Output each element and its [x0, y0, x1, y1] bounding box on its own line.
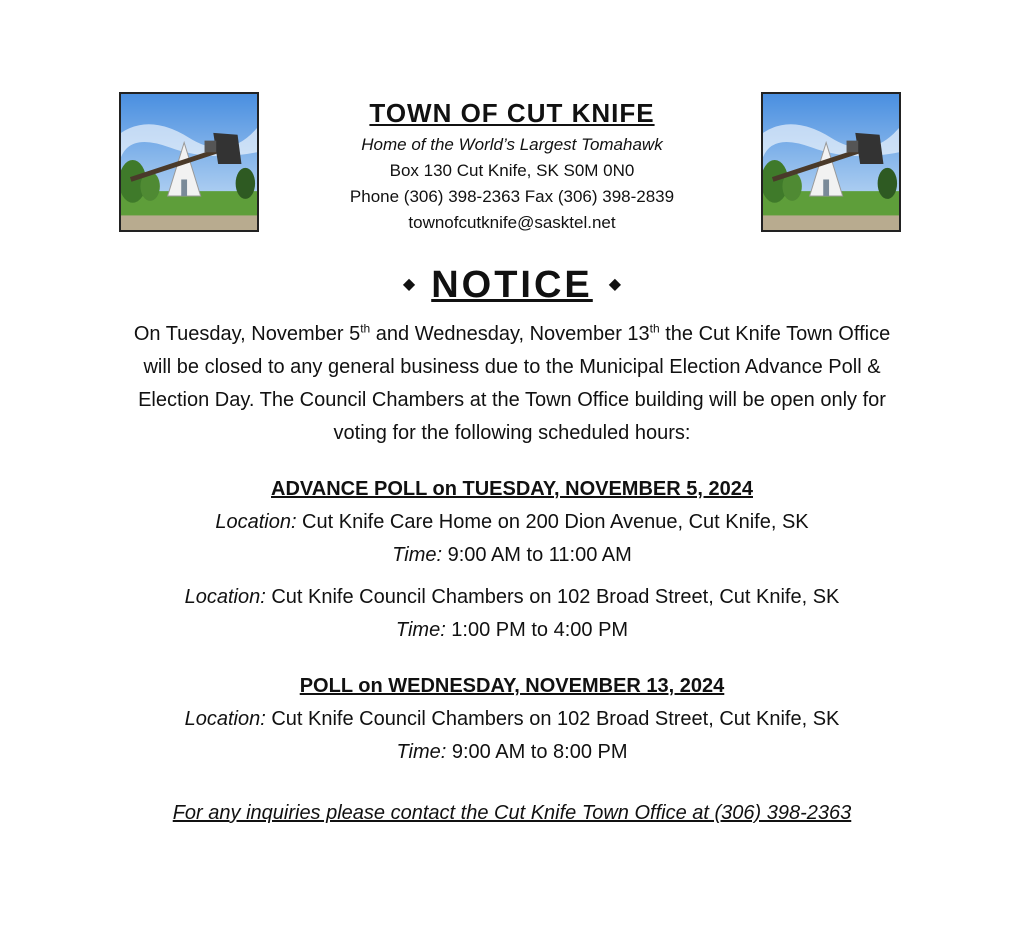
- diamond-icon: ◆: [402, 276, 416, 293]
- location-label: Location:: [184, 708, 266, 730]
- time-label: Time:: [392, 544, 443, 566]
- poll-heading: POLL on WEDNESDAY, NOVEMBER 13, 2024: [299, 675, 725, 697]
- time-value: 1:00 PM to 4:00 PM: [445, 619, 629, 641]
- town-address: Box 130 Cut Knife, SK S0M 0N0: [389, 161, 635, 180]
- notice-text-part: On Tuesday, November 5: [133, 323, 361, 345]
- tomahawk-photo-left: [119, 92, 259, 232]
- advance-poll-location-1: [60, 506, 964, 539]
- town-tagline: Home of the World’s Largest Tomahawk: [361, 135, 663, 154]
- poll-time: [60, 736, 964, 769]
- location-label: Location:: [184, 586, 266, 608]
- town-title: TOWN OF CUT KNIFE: [369, 98, 655, 128]
- inquiries-footer: For any inquiries please contact the Cut Knife Town Office at (306) 398-2363: [172, 802, 852, 824]
- tomahawk-photo-right: [761, 92, 901, 232]
- notice-title: NOTICE: [431, 264, 593, 306]
- time-value: 9:00 AM to 8:00 PM: [446, 741, 628, 763]
- time-value: 9:00 AM to 11:00 AM: [442, 544, 632, 566]
- town-email: townofcutknife@sasktel.net: [408, 213, 616, 232]
- tomahawk-image: [763, 94, 899, 230]
- location-value: Cut Knife Care Home on 200 Dion Avenue, Cut Knife, SK: [296, 511, 809, 533]
- ordinal-suffix: th: [649, 321, 660, 336]
- letterhead: [280, 96, 744, 236]
- notice-heading: [0, 262, 1024, 308]
- notice-body: [120, 318, 904, 450]
- advance-poll-location-2: [60, 581, 964, 614]
- town-phone-fax: Phone (306) 398-2363 Fax (306) 398-2839: [349, 187, 675, 206]
- notice-text-part: and Wednesday, November 13: [370, 323, 650, 345]
- time-label: Time:: [395, 619, 446, 641]
- diamond-icon: ◆: [608, 276, 622, 293]
- advance-poll-heading: ADVANCE POLL on TUESDAY, NOVEMBER 5, 2024: [271, 478, 753, 500]
- poll-section: [60, 670, 964, 769]
- location-value: Cut Knife Council Chambers on 102 Broad Street, Cut Knife, SK: [265, 708, 840, 730]
- poll-location: [60, 703, 964, 736]
- location-label: Location:: [215, 511, 297, 533]
- advance-poll-time-1: [60, 539, 964, 572]
- advance-poll-section: [60, 473, 964, 647]
- ordinal-suffix: th: [360, 321, 371, 336]
- time-label: Time:: [396, 741, 447, 763]
- notice-text-part: the Cut Knife Town Office will be closed to any general business due to the Municipal Election Advance Poll & Election Day. The Council Chambers at the Town Office building will be open only for voting for the following scheduled hours:: [138, 323, 891, 444]
- location-value: Cut Knife Council Chambers on 102 Broad Street, Cut Knife, SK: [265, 586, 840, 608]
- tomahawk-image: [121, 94, 257, 230]
- advance-poll-time-2: [60, 614, 964, 647]
